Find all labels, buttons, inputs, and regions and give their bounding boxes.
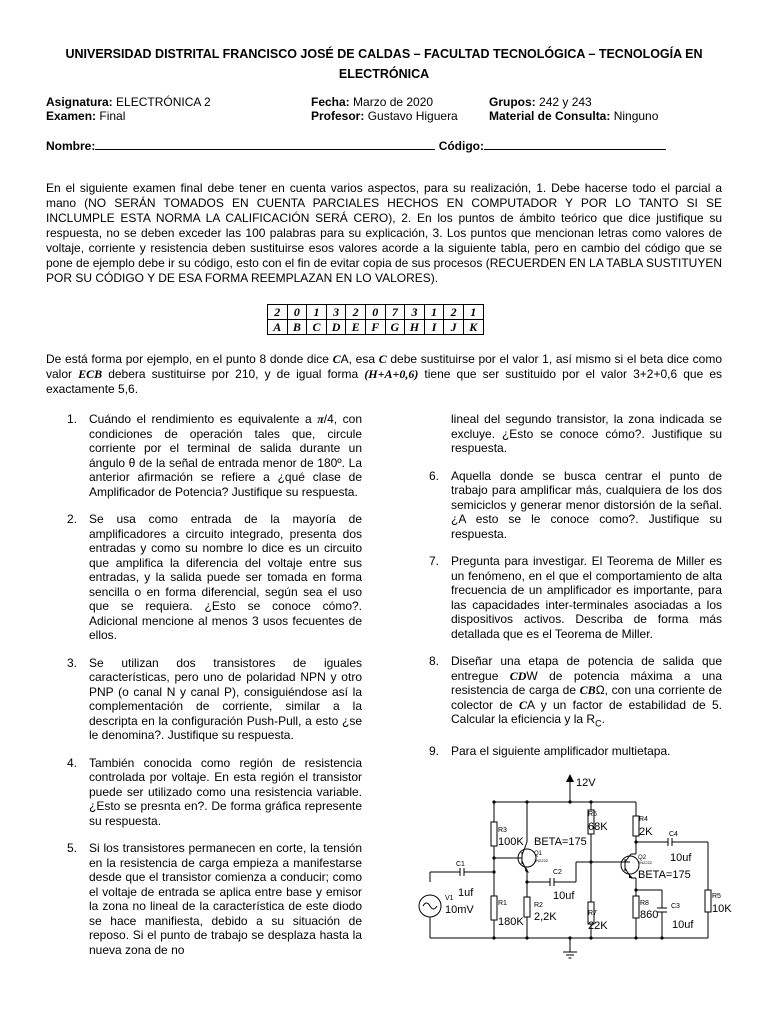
c4-name: C4	[669, 831, 678, 838]
instructions-paragraph: En el siguiente examen final debe tener en cuenta varios aspectos, para su realización, 1. Debe hacerse todo el parcial a mano (NO SERÁN TOMADOS EN CUENTA PARCIALES HECHOS EN COMPUTADOR Y POR LO TANTO SI SE INCLUMPLE ESTA NORMA LA CALIFICACIÓN SERÁ CERO), 2. En los puntos de ámbito teórico que dice justifique su respuesta, no se deben exceder las 100 palabras para su explicación, 3. Los puntos que mencionan letras como valores de voltaje, corriente y resistencia deben sustituirse esos valores acorde a la siguiente tabla, pero en cambio del código que se pone de ejemplo debe ir su código, esto con el fin de evitar copia de sus procesos (RECUERDEN EN LA TABLA SUSTITUYEN POR SU CÓDIGO Y DE ESA FORMA REEMPLAZAN EN LO VALORES).	[46, 181, 722, 285]
question-2	[67, 512, 362, 643]
question-number: 2.	[67, 512, 78, 526]
v1-name: V1	[445, 895, 454, 902]
code-digit-cell: 7	[385, 305, 405, 320]
question-4	[67, 755, 362, 829]
code-digits-row	[268, 305, 484, 320]
code-letters-row	[268, 320, 484, 335]
question-text: Diseñar una etapa de potencia de salida que entregue	[451, 654, 722, 683]
pi-symbol: π	[317, 412, 324, 426]
v1-value: 10mV	[445, 904, 474, 916]
questions-left-column	[67, 412, 363, 957]
material-value: Ninguno	[613, 109, 659, 123]
name-code-line	[46, 138, 666, 153]
question-9	[429, 743, 722, 759]
resistor-r8	[633, 896, 639, 918]
question-number: 4.	[67, 755, 78, 770]
examen-label: Examen:	[46, 109, 97, 123]
question-number: 6.	[429, 468, 440, 483]
nombre-blank[interactable]	[95, 138, 435, 150]
question-number: 5.	[67, 841, 78, 855]
question-text: Para el siguiente amplificador multietapa.	[451, 743, 671, 758]
title-line-1: UNIVERSIDAD DISTRITAL FRANCISCO JOSÉ DE CALDAS – FACULTAD TECNOLÓGICA – TECNOLOGÍA EN	[65, 47, 703, 61]
title-line-2: ELECTRÓNICA	[338, 67, 430, 81]
question-number: 9.	[429, 743, 440, 758]
r6-value: 68K	[588, 821, 608, 833]
question-6	[429, 468, 722, 542]
resistor-r1	[491, 896, 497, 920]
asignatura-label: Asignatura:	[46, 95, 113, 109]
r5-name: R5	[712, 893, 721, 900]
grupos-label: Grupos:	[489, 95, 536, 109]
question-text: A y un factor de estabilidad de 5. Calcular la eficiencia y la R	[451, 697, 722, 726]
example-text: tiene que ser sustituido por el valor 3+2+0,6 que es exactamente 5,6.	[46, 367, 722, 396]
question-5	[67, 841, 362, 957]
code-digit-cell: 1	[424, 305, 444, 320]
r8-name: R8	[640, 900, 649, 907]
r6-name: R6	[588, 811, 597, 818]
question-symbol: C	[519, 697, 528, 712]
question-8	[429, 654, 722, 731]
r3-value: 100K	[498, 836, 524, 848]
code-digit-cell: 3	[326, 305, 346, 320]
material-row	[489, 108, 658, 124]
question-text: Si los transistores permanecen en corte, la tensión en la resistencia de carga empieza a manifestarse desde que el transistor comienza a conducir; como el voltaje de entrada se aplica entre base y emisor la zona no lineal de la característica de este diodo se hace manifiesta, debido a su situación de reposo. Si el punto de trabajo se desplaza hasta la nueva zona de no	[89, 841, 362, 957]
examen-value: Final	[99, 109, 126, 123]
question-text: También conocida como región de resistencia controlada por voltaje. En esta región el transistor puede ser utilizado como una resistencia variable. ¿Esto se presnta en?. De forma gráfica represente su respuesta.	[89, 755, 362, 828]
code-letter-cell: K	[463, 320, 483, 335]
grupos-value: 242 y 243	[539, 95, 592, 109]
c3-value: 10uf	[672, 919, 694, 931]
example-symbol: C	[332, 352, 341, 366]
multistage-amplifier-circuit	[416, 772, 746, 972]
fecha-value: Marzo de 2020	[353, 95, 434, 109]
code-letter-cell: J	[444, 320, 464, 335]
code-letter-cell: I	[424, 320, 444, 335]
code-letter-cell: E	[346, 320, 366, 335]
code-letter-cell: H	[405, 320, 425, 335]
supply-arrow-icon	[566, 774, 574, 782]
question-symbol: CD	[509, 668, 527, 683]
profesor-row	[311, 108, 458, 124]
question-1	[67, 412, 363, 499]
university-title	[46, 44, 722, 84]
profesor-value: Gustavo Higuera	[367, 109, 458, 123]
example-text: debera sustituirse por 210, y de igual forma	[102, 367, 365, 381]
r7-value: 22K	[588, 920, 608, 932]
example-text: De está forma por ejemplo, en el punto 8 donde dice	[46, 352, 333, 366]
r5-value: 10K	[712, 903, 732, 915]
q1-name: Q1	[534, 851, 543, 857]
codigo-label: Código:	[438, 139, 485, 153]
q2-name: Q2	[638, 855, 647, 861]
q2-part: 2N2222	[638, 860, 653, 865]
code-letter-cell: D	[326, 320, 346, 335]
question-text: .	[601, 712, 605, 726]
resistor-r2	[524, 897, 530, 917]
c1-name: C1	[456, 861, 465, 868]
code-digit-cell: 1	[463, 305, 483, 320]
code-letter-cell: F	[365, 320, 385, 335]
q2-emitter-arrow-icon	[629, 874, 633, 878]
example-text: A, esa	[340, 352, 379, 366]
resistor-r5	[705, 890, 711, 912]
question-number: 3.	[67, 655, 78, 670]
vcc-label: 12V	[576, 777, 596, 789]
c2-name: C2	[553, 869, 562, 876]
example-symbol: C	[378, 352, 387, 366]
code-digit-cell: 2	[346, 305, 366, 320]
example-paragraph	[46, 352, 722, 397]
resistor-r3	[491, 822, 497, 846]
example-symbol: ECB	[78, 367, 103, 381]
c2-value: 10uf	[553, 890, 575, 902]
question-text: /4, con condiciones de operación tales que, circule corriente por el terminal de salida durante un ángulo θ de la señal de entrada menor de 180º. La anterior afirmación se refiere a ¿qué clase de Amplificador de Potencia? Justifique su respuesta.	[89, 412, 363, 499]
r1-value: 180K	[498, 916, 524, 928]
question-5-continued: lineal del segundo transistor, la zona indicada se excluye. ¿Esto se conoce cómo?. Justifique su respuesta.	[451, 412, 722, 455]
r4-value: 2K	[639, 826, 653, 838]
question-7	[429, 554, 722, 641]
questions-right-column	[429, 412, 722, 758]
asignatura-value: ELECTRÓNICA 2	[116, 95, 211, 109]
question-number: 8.	[429, 654, 440, 668]
question-text: Cuándo el rendimiento es equivalente a	[89, 412, 318, 426]
code-digit-cell: 1	[307, 305, 327, 320]
r3-name: R3	[498, 827, 507, 834]
fecha-label: Fecha:	[311, 95, 350, 109]
c1-value: 1uf	[458, 887, 474, 899]
question-symbol: CB	[579, 683, 596, 697]
question-text: Se usa como entrada de la mayoría de amplificadores a circuito integrado, presenta dos entradas y como su nombre lo dice es un circuito que amplifica la diferencia del voltaje entre sus entradas, y la salida puede ser tomada en forma sencilla o en forma diferencial, según sea el uso que se requiera. ¿Esto se conoce cómo?. Adicional mencione al menos 3 usos fecuentes de ellos.	[89, 512, 362, 642]
code-letter-cell: G	[385, 320, 405, 335]
code-digit-cell: 0	[287, 305, 307, 320]
r7-name: R7	[588, 910, 597, 917]
question-number: 1.	[67, 412, 78, 426]
code-digit-cell: 2	[268, 305, 288, 320]
code-letter-cell: B	[287, 320, 307, 335]
r8-value: 860	[640, 909, 659, 921]
q1-part: 2N2222	[534, 858, 549, 863]
code-digit-cell: 2	[444, 305, 464, 320]
q1-beta: BETA=175	[534, 836, 587, 848]
code-digit-cell: 3	[405, 305, 425, 320]
question-text: Aquella donde se busca centrar el punto de trabajo para amplificar más, cualquiera de los dos semiciclos y generar menor distorsión de la señal. ¿A esto se le conoce como?. Justifique su respuesta.	[451, 468, 722, 541]
nombre-label: Nombre:	[46, 139, 96, 153]
subscript: C	[595, 718, 602, 729]
question-3	[67, 655, 362, 743]
examen-row	[46, 108, 125, 124]
code-digit-cell: 0	[365, 305, 385, 320]
c4-value: 10uf	[670, 852, 692, 864]
code-letter-cell: C	[307, 320, 327, 335]
r4-name: R4	[639, 816, 648, 823]
question-number: 7.	[429, 554, 440, 568]
c3-name: C3	[671, 903, 680, 910]
codigo-blank[interactable]	[484, 138, 666, 150]
r2-value: 2,2K	[534, 911, 557, 923]
profesor-label: Profesor:	[311, 109, 365, 123]
q2-beta: BETA=175	[638, 869, 691, 881]
question-text: Ω, con una corriente de colector de	[451, 683, 722, 712]
code-substitution-table	[267, 304, 484, 335]
code-letter-cell: A	[268, 320, 288, 335]
r1-name: R1	[498, 900, 507, 907]
example-symbol: (H+A+0,6)	[364, 367, 419, 381]
question-text: W de potencia máxima a una resistencia de carga de	[451, 668, 722, 697]
question-text: Se utilizan dos transistores de iguales características, pero uno de polaridad NPN y otro PNP (o canal N y canal P), consiguiéndose así la complementación de corriente, similar a la descripta en la configuración Push-Pull, a esto ¿se le denomina?. Justifique su respuesta.	[89, 655, 362, 742]
question-text: Pregunta para investigar. El Teorema de Miller es un fenómeno, en el que el comportamiento de alta frecuencia de un amplificador es importante, para las capacidades inter-terminales asociadas a los dispositivos activos. Describa de forma más detallada que es el Teorema de Miller.	[451, 554, 722, 641]
r2-name: R2	[534, 902, 543, 909]
material-label: Material de Consulta:	[489, 109, 611, 123]
example-text: debe sustituirse por el valor 1, así mismo si el beta dice como valor	[46, 352, 722, 381]
